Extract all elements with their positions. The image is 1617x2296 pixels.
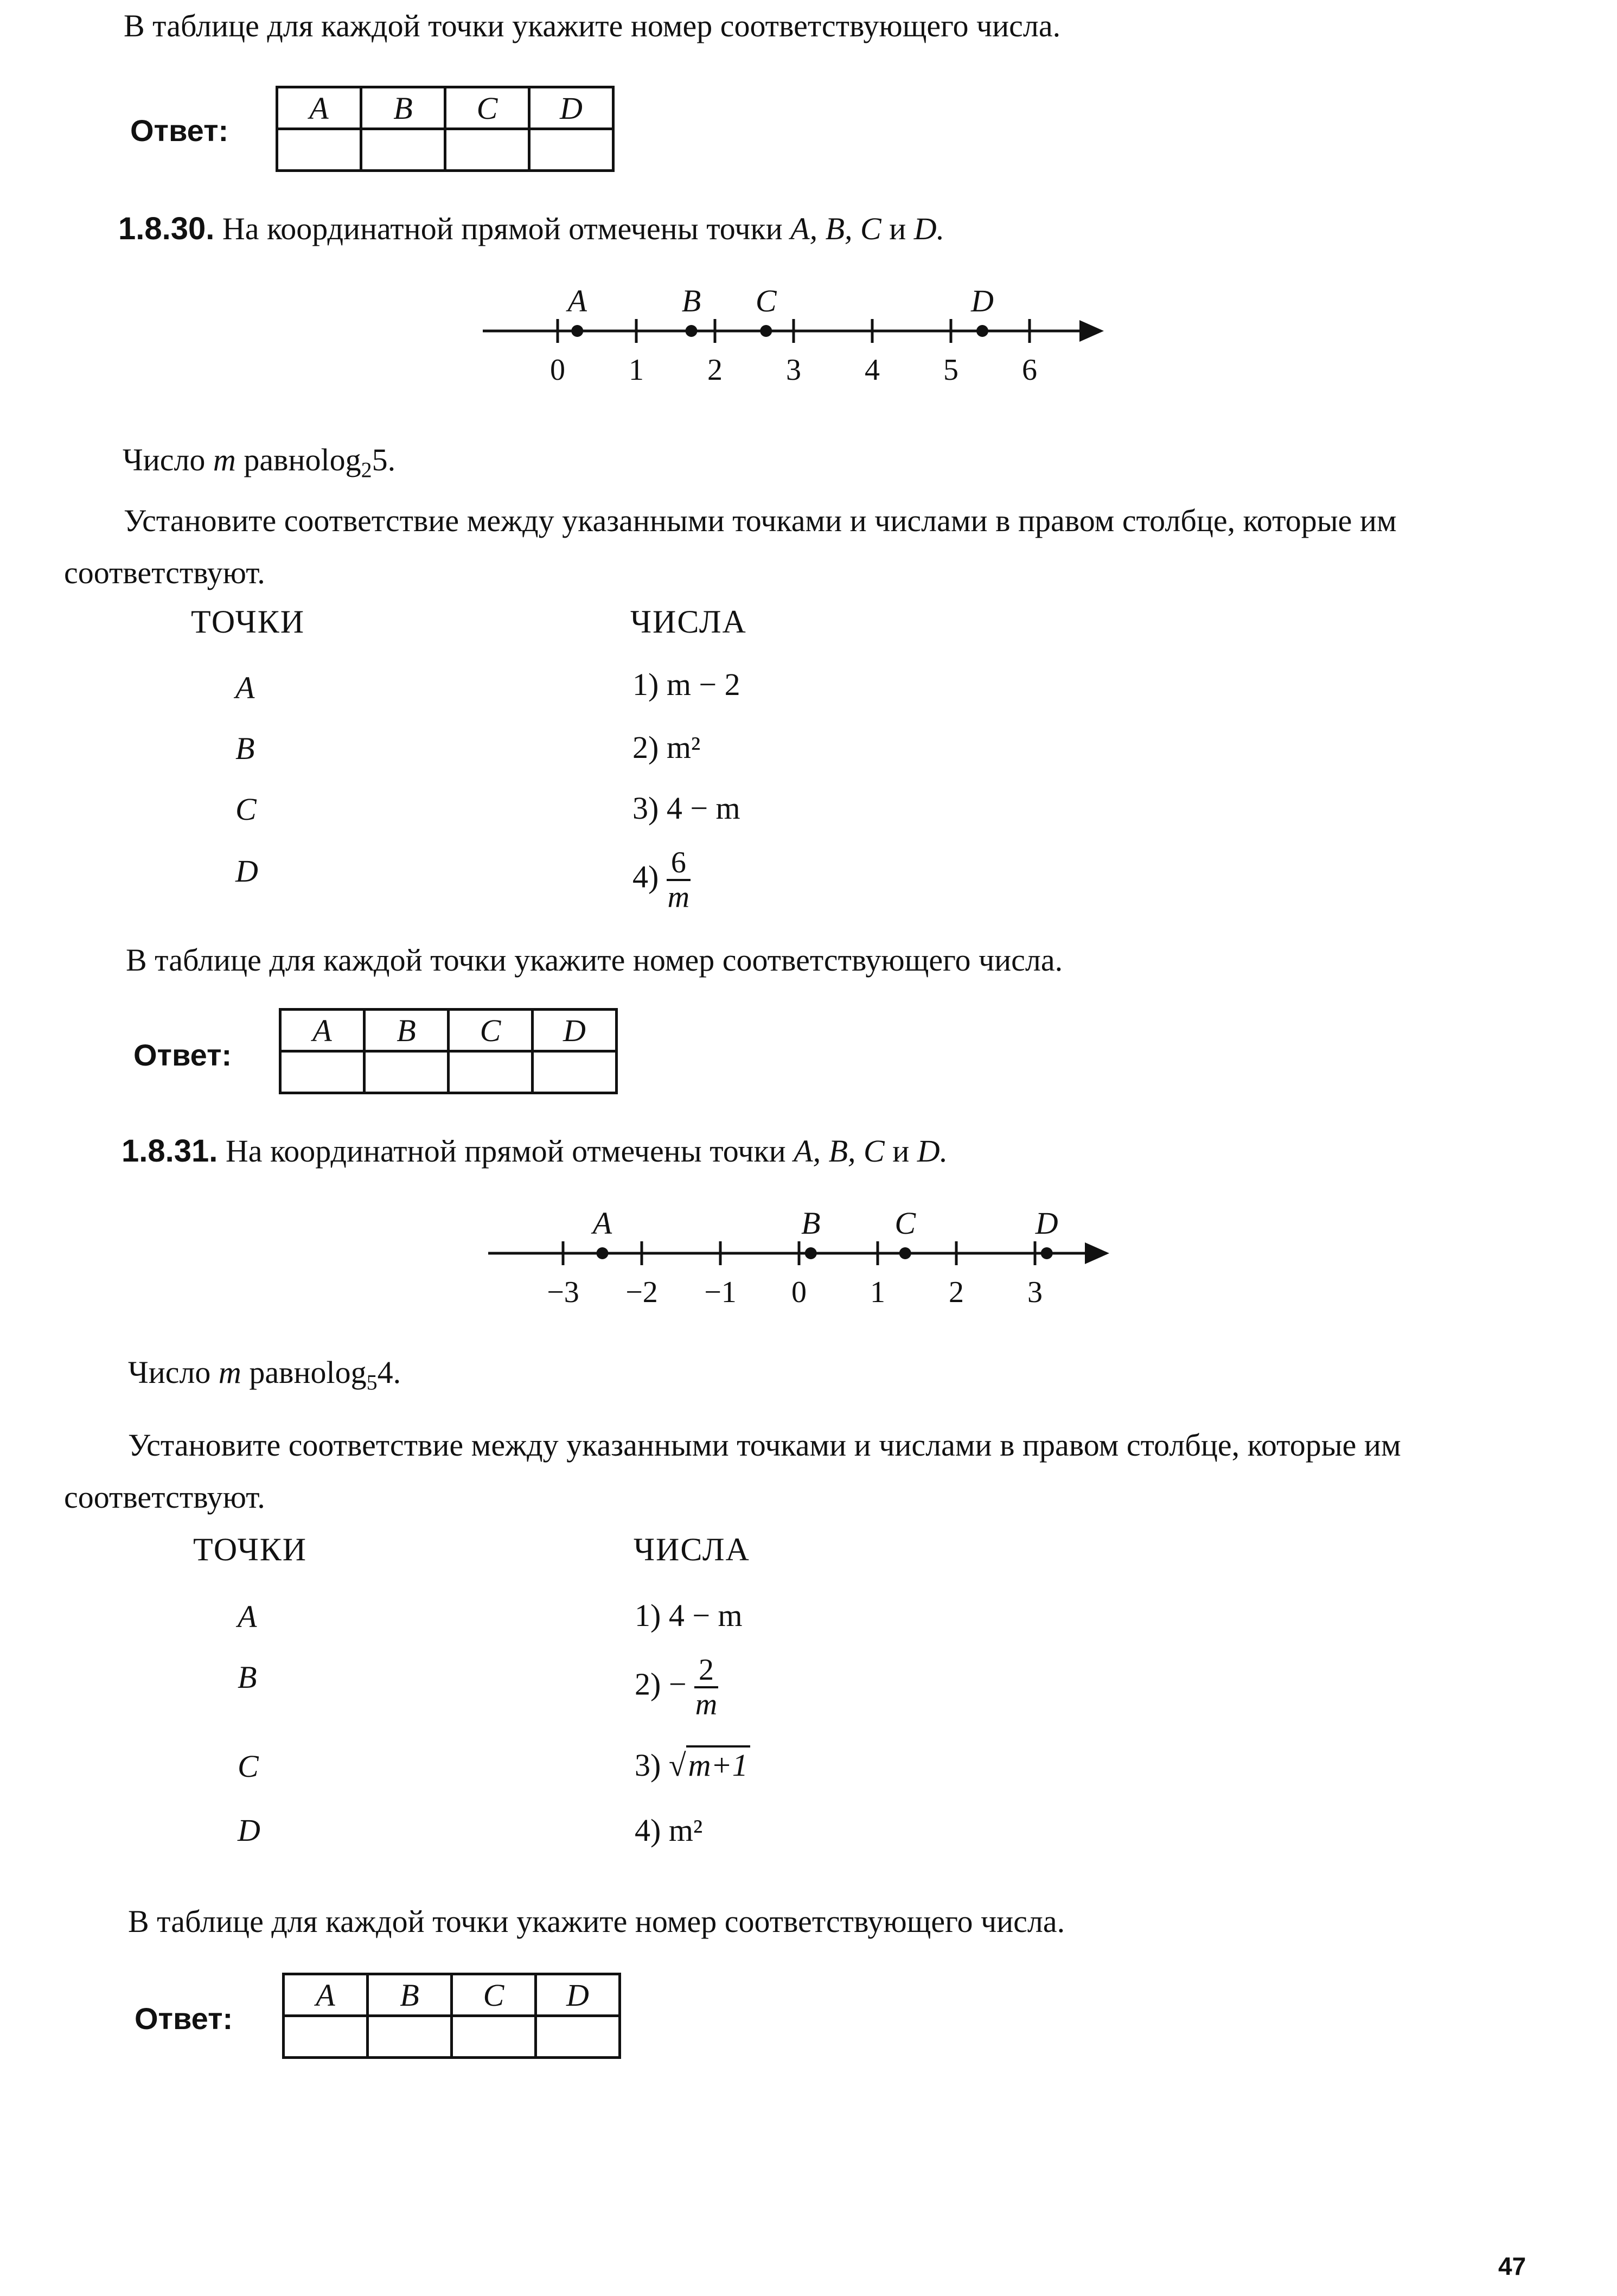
problem-31-last-point: D. [917,1133,948,1169]
point-marker-b [805,1247,817,1259]
problem-31-points-list: A, B, C [794,1133,885,1169]
problem-30-number: 1.8.30. [118,211,215,246]
point-label-b: B [801,1206,821,1241]
problem-30-log-base: 2 [361,457,372,482]
answer-header-c: C [449,1010,533,1051]
problem-30-points-header: ТОЧКИ [191,604,305,640]
axis-tick-label: 6 [1022,353,1037,387]
problem-30-point-b: B [235,731,255,766]
answer-header-a: A [280,1010,365,1051]
axis-tick-label: 0 [791,1275,807,1309]
problem-30-option-4-den: m [667,881,690,914]
answer-cell-b[interactable] [361,129,445,171]
problem-31-points-header: ТОЧКИ [193,1532,308,1567]
answer-label-30: Ответ: [133,1038,232,1072]
problem-31-option-2 [635,1654,718,1721]
problem-30-points-list: A, B, C [790,211,881,246]
axis-tick-label: 1 [870,1275,885,1309]
answer-cell-c[interactable] [452,2016,536,2058]
problem-31-numbers-header: ЧИСЛА [634,1532,750,1567]
problem-31-log-base: 5 [366,1370,378,1395]
axis-tick-label: −3 [547,1275,579,1309]
answer-header-d: D [533,1010,617,1051]
answer-header-a: A [277,87,361,129]
problem-31-option-2-den: m [695,1688,718,1721]
problem-30-match-text: Установите соответствие между указанными точками и числами в правом столбце, которые им соответствуют. [64,503,1397,590]
sqrt-symbol: √ [668,1747,686,1783]
answer-header-d: D [529,87,613,129]
problem-31-number: 1.8.31. [122,1133,218,1169]
answer-header-b: B [368,1974,452,2016]
problem-31-point-a: A [238,1599,257,1634]
answer-table-30 [279,1008,618,1094]
problem-30-and: и [889,211,906,246]
answer-cell-d[interactable] [529,129,613,171]
answer-cell-c[interactable] [449,1051,533,1093]
axis-tick-label: 0 [550,353,565,387]
problem-30-last-point: D. [913,211,945,246]
instruction-30: В таблице для каждой точки укажите номер соответствующего числа. [126,942,1063,978]
problem-30-option-4-num: 6 [667,846,691,881]
problem-30-point-c: C [235,792,257,827]
problem-30-m-prefix: Число [123,442,206,477]
point-label-c: C [755,283,777,318]
problem-31-point-d: D [238,1813,260,1848]
problem-31-m-equals: равно [249,1355,327,1390]
answer-label-top: Ответ: [130,113,229,148]
problem-31-option-3-prefix: 3) [635,1747,661,1783]
problem-31-option-3 [635,1747,750,1783]
problem-31-option-1: 1) 4 − m [635,1598,743,1633]
problem-30-log-arg: 5. [372,442,396,477]
point-marker-c [760,325,772,337]
point-label-d: D [1035,1206,1058,1241]
answer-cell-c[interactable] [445,129,529,171]
problem-31-option-2-prefix: 2) − [635,1666,687,1702]
problem-30-option-4-fraction [667,846,691,914]
axis-tick-label: 2 [949,1275,964,1309]
axis-tick-label: 5 [943,353,958,387]
point-label-a: A [592,1206,612,1241]
point-marker-c [899,1247,911,1259]
number-line-31 [477,1199,1117,1324]
problem-30-numbers-header: ЧИСЛА [630,604,747,640]
page-number: 47 [1498,2252,1526,2280]
problem-31-m-var: m [218,1355,241,1390]
answer-header-d: D [536,1974,620,2016]
problem-30-m-equals: равно [244,442,321,477]
axis-tick-label: 3 [1027,1275,1043,1309]
axis-tick-label: 3 [786,353,801,387]
axis-tick-label: 4 [865,353,880,387]
problem-30-option-4 [632,846,691,914]
problem-30-option-4-prefix: 4) [632,859,659,895]
problem-30-intro: На координатной прямой отмечены точки [222,211,783,246]
point-marker-a [571,325,583,337]
answer-table-top [276,86,615,172]
answer-header-b: B [365,1010,449,1051]
problem-31-and: и [892,1133,910,1169]
point-label-b: B [681,283,701,318]
problem-31-point-c: C [238,1749,259,1784]
point-marker-d [976,325,988,337]
answer-table-31 [282,1973,621,2059]
problem-30-option-1: 1) m − 2 [632,667,740,702]
answer-cell-b[interactable] [368,2016,452,2058]
problem-31-option-2-fraction [694,1654,718,1721]
answer-header-c: C [445,87,529,129]
problem-31-match-text: Установите соответствие между указанными точками и числами в правом столбце, которые им соответствуют. [64,1427,1401,1515]
answer-label-31: Ответ: [135,2001,233,2036]
problem-30-point-d: D [235,853,258,889]
problem-31-option-4: 4) m² [635,1813,703,1848]
answer-cell-a[interactable] [280,1051,365,1093]
point-marker-a [597,1247,609,1259]
problem-31-option-3-radicand: m+1 [686,1745,750,1783]
point-marker-d [1041,1247,1053,1259]
problem-31-intro: На координатной прямой отмечены точки [225,1133,786,1169]
problem-31-m-definition: Число m равноlog$_5$4. [128,1355,401,1395]
problem-30-m-definition: Число m равноlog$_2$5. [123,442,396,482]
answer-cell-d[interactable] [533,1051,617,1093]
axis-tick-label: 1 [629,353,644,387]
axis-tick-label: 2 [707,353,723,387]
answer-header-b: B [361,87,445,129]
problem-31-m-prefix: Число [128,1355,211,1390]
answer-header-c: C [452,1974,536,2016]
problem-30-point-a: A [235,670,255,705]
problem-31-point-b: B [238,1660,257,1695]
answer-header-a: A [284,1974,368,2016]
point-marker-b [686,325,698,337]
problem-30-statement [118,203,944,255]
answer-cell-a[interactable] [284,2016,368,2058]
problem-30-option-3: 3) 4 − m [632,790,740,826]
problem-31-log-arg: 4. [377,1355,401,1390]
problem-30-m-var: m [213,442,236,477]
axis-tick-label: −2 [625,1275,658,1309]
point-label-c: C [894,1206,916,1241]
point-label-a: A [567,283,587,318]
point-label-d: D [971,283,994,318]
axis-tick-label: −1 [704,1275,737,1309]
answer-cell-d[interactable] [536,2016,620,2058]
answer-cell-b[interactable] [365,1051,449,1093]
answer-cell-a[interactable] [277,129,361,171]
instruction-31: В таблице для каждой точки укажите номер соответствующего числа. [128,1904,1065,1939]
number-line-30 [472,277,1112,401]
problem-31-statement [122,1125,948,1177]
problem-31-option-2-num: 2 [694,1654,718,1688]
problem-30-option-2: 2) m² [632,730,701,765]
instruction-top: В таблице для каждой точки укажите номер соответствующего числа. [124,8,1061,43]
